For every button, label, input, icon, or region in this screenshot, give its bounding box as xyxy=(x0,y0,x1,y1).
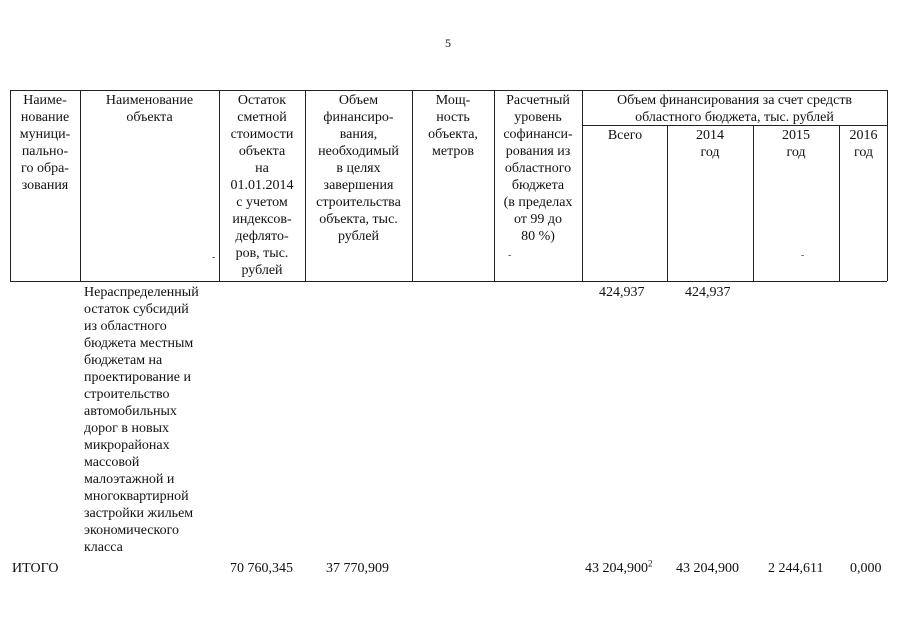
header-object: Наименование объекта xyxy=(105,93,194,125)
totals-total-value xyxy=(585,560,653,577)
col-border-10 xyxy=(887,90,888,281)
header-remaining-cost: Остаток сметной стоимости объекта на 01.01.2014 с учетом индексов- дефлято- ров, тыс. рублей xyxy=(230,93,294,278)
row-total-value: 424,937 xyxy=(599,285,645,300)
totals-2014-value: 43 204,900 xyxy=(676,561,739,576)
header-bottom-border xyxy=(10,281,887,282)
totals-2015-value: 2 244,611 xyxy=(768,561,824,576)
footnote-marker: 2 xyxy=(648,558,653,569)
scan-mark: - xyxy=(801,250,805,261)
header-total: Всего xyxy=(607,128,643,143)
header-2014: 2014 год xyxy=(696,128,724,160)
totals-total-number: 43 204,900 xyxy=(585,561,648,576)
row-2014-value: 424,937 xyxy=(685,285,731,300)
header-2016: 2016 год xyxy=(849,128,878,160)
scan-mark: - xyxy=(508,250,512,261)
header-cofinancing: Расчетный уровень софинанси- рования из областного бюджета (в пределах от 99 до 80 %) xyxy=(503,93,573,244)
header-funding-needed: Объем финансиро- вания, необходимый в целях завершения строительства объекта, тыс. рублей xyxy=(316,93,401,244)
header-capacity: Мощ- ность объекта, метров xyxy=(428,93,478,159)
page-number: 5 xyxy=(445,36,451,50)
totals-funding-needed: 37 770,909 xyxy=(326,561,389,576)
totals-remaining-cost: 70 760,345 xyxy=(230,561,293,576)
totals-label: ИТОГО xyxy=(12,561,59,576)
table-top-border xyxy=(10,90,887,91)
scan-mark: - xyxy=(212,252,216,263)
row-object-name: Нераспределенный остаток субсидий из областного бюджета местным бюджетам на проектирование и строительство автомобильных дорог в новых микрорайонах массовой малоэтажной и многоквартирной застройки жильем экономического класса xyxy=(84,285,199,555)
header-2015: 2015 год xyxy=(782,128,810,160)
header-municipality: Наиме- нование муници- пально- го обра- зования xyxy=(19,93,71,193)
header-regional-funding: Объем финансирования за счет средств областного бюджета, тыс. рублей xyxy=(616,93,853,125)
totals-2016-value: 0,000 xyxy=(850,561,882,576)
